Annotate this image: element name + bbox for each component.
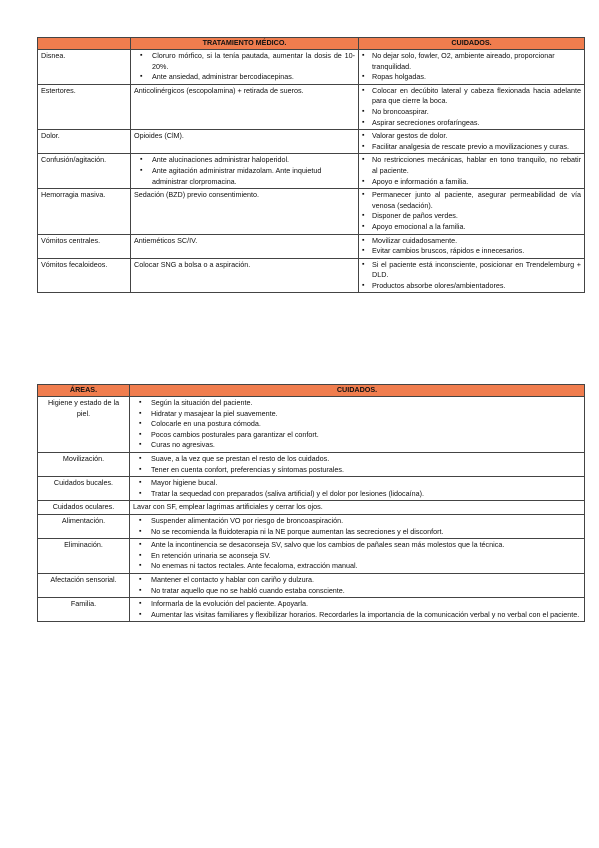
area-cell: Cuidados bucales. <box>38 477 130 501</box>
care-cell <box>130 514 585 538</box>
list-item: ▪ Pocos cambios posturales para garantizar el confort. <box>133 430 581 441</box>
table-row <box>38 501 585 515</box>
symptom-cell: Vómitos fecaloideos. <box>38 258 131 293</box>
care-cell <box>130 397 585 453</box>
care-cell <box>130 539 585 574</box>
list-item: ▪ Facilitar analgesia de rescate previo a movilizaciones y curas. <box>362 142 581 153</box>
list-item: ▪ Colocar en decúbito lateral y cabeza flexionada hacia adelante para que cierre la boca. <box>362 86 581 107</box>
area-cell: Cuidados oculares. <box>38 501 130 515</box>
table-row <box>38 539 585 574</box>
list-item: ▪ No enemas ni tactos rectales. Ante fecaloma, extracción manual. <box>133 561 581 572</box>
care-cell <box>359 130 585 154</box>
care-areas-table <box>37 384 585 622</box>
list-item: ▪ Mantener el contacto y hablar con cariño y dulzura. <box>133 575 581 586</box>
table-row <box>38 477 585 501</box>
area-cell: Higiene y estado de la piel. <box>38 397 130 453</box>
list-item: ▪ No dejar solo, fowler, O2, ambiente aireado, proporcionar tranquilidad. <box>362 51 581 72</box>
list-item: ▪ No restricciones mecánicas, hablar en tono tranquilo, no rebatir al paciente. <box>362 155 581 176</box>
list-item: ▪ Apoyo e información a familia. <box>362 177 581 188</box>
list-item: ▪ Tratar la sequedad con preparados (saliva artificial) y el dolor por lesiones (lidocaína). <box>133 489 581 500</box>
table-row <box>38 84 585 129</box>
care-cell <box>130 452 585 476</box>
list-item: ▪ Ante la incontinencia se desaconseja SV, salvo que los cambios de pañales sean más molestos que la técnica. <box>133 540 581 551</box>
care-cell <box>359 84 585 129</box>
symptom-cell: Vómitos centrales. <box>38 234 131 258</box>
list-item: ▪ Ante agitación administrar midazolam. Ante inquietud administrar clorpromacina. <box>134 166 355 187</box>
area-cell: Movilización. <box>38 452 130 476</box>
list-item: ▪ No broncoaspirar. <box>362 107 581 118</box>
list-item: ▪ Ante alucinaciones administrar haloperidol. <box>134 155 355 166</box>
list-item: ▪ Suave, a la vez que se prestan el resto de los cuidados. <box>133 454 581 465</box>
table-row <box>38 258 585 293</box>
treatment-cell: Antieméticos SC/IV. <box>131 234 359 258</box>
header-row <box>38 38 585 50</box>
care-cell <box>130 598 585 622</box>
list-item: ▪ Evitar cambios bruscos, rápidos e innecesarios. <box>362 246 581 257</box>
care-cell <box>359 50 585 85</box>
symptom-cell: Hemorragia masiva. <box>38 189 131 234</box>
list-item: ▪ Hidratar y masajear la piel suavemente. <box>133 409 581 420</box>
table-row <box>38 130 585 154</box>
list-item: ▪ Aumentar las visitas familiares y flexibilizar horarios. Recordarles la importancia de la comunicación verbal y no verbal con el paciente. <box>133 610 581 621</box>
list-item: ▪ Mayor higiene bucal. <box>133 478 581 489</box>
table-row <box>38 154 585 189</box>
list-item: ▪ Permanecer junto al paciente, asegurar permeabilidad de vía venosa (sedación). <box>362 190 581 211</box>
list-item: ▪ Cloruro mórfico, si la tenía pautada, aumentar la dosis de 10-20%. <box>134 51 355 72</box>
care-cell <box>359 189 585 234</box>
care-cell <box>359 154 585 189</box>
area-cell: Afectación sensorial. <box>38 573 130 597</box>
care-cell <box>359 234 585 258</box>
table-row <box>38 189 585 234</box>
table-row <box>38 50 585 85</box>
symptom-treatment-table <box>37 37 585 293</box>
list-item: ▪ Curas no agresivas. <box>133 440 581 451</box>
table-row <box>38 598 585 622</box>
treatment-cell: Sedación (BZD) previo consentimiento. <box>131 189 359 234</box>
treatment-cell: Anticolinérgicos (escopolamina) + retirada de sueros. <box>131 84 359 129</box>
care-cell: Lavar con SF, emplear lagrimas artificiales y cerrar los ojos. <box>130 501 585 515</box>
list-item: ▪ Apoyo emocional a la familia. <box>362 222 581 233</box>
list-item: ▪ Ante ansiedad, administrar bercodiacepinas. <box>134 72 355 83</box>
symptom-cell: Dolor. <box>38 130 131 154</box>
treatment-cell <box>131 50 359 85</box>
area-cell: Familia. <box>38 598 130 622</box>
header-row <box>38 385 585 397</box>
list-item: ▪ Ropas holgadas. <box>362 72 581 83</box>
table-row <box>38 452 585 476</box>
care-cell <box>130 573 585 597</box>
symptom-cell: Disnea. <box>38 50 131 85</box>
header-symptom <box>38 38 131 50</box>
list-item: ▪ Productos absorbe olores/ambientadores. <box>362 281 581 292</box>
list-item: ▪ Tener en cuenta confort, preferencias y síntomas posturales. <box>133 465 581 476</box>
list-item: ▪ Aspirar secreciones orofaríngeas. <box>362 118 581 129</box>
table-row <box>38 573 585 597</box>
list-item: ▪ Colocarle en una postura cómoda. <box>133 419 581 430</box>
care-cell <box>359 258 585 293</box>
header-care: CUIDADOS. <box>359 38 585 50</box>
list-item: ▪ Suspender alimentación VO por riesgo de broncoaspiración. <box>133 516 581 527</box>
list-item: ▪ Valorar gestos de dolor. <box>362 131 581 142</box>
header-treatment: TRATAMIENTO MÉDICO. <box>131 38 359 50</box>
header-area: ÁREAS. <box>38 385 130 397</box>
list-item: ▪ En retención urinaria se aconseja SV. <box>133 551 581 562</box>
table-row <box>38 397 585 453</box>
table-row <box>38 234 585 258</box>
area-cell: Eliminación. <box>38 539 130 574</box>
area-cell: Alimentación. <box>38 514 130 538</box>
table-row <box>38 514 585 538</box>
list-item: ▪ Movilizar cuidadosamente. <box>362 236 581 247</box>
list-item: ▪ No tratar aquello que no se habló cuando estaba consciente. <box>133 586 581 597</box>
list-item: ▪ No se recomienda la fluidoterapia ni la NE porque aumentan las secreciones y el disconfort. <box>133 527 581 538</box>
list-item: ▪ Si el paciente está inconsciente, posicionar en Trendelemburg + DLD. <box>362 260 581 281</box>
list-item: ▪ Disponer de paños verdes. <box>362 211 581 222</box>
treatment-cell: Opioides (ClM). <box>131 130 359 154</box>
list-item: ▪ Según la situación del paciente. <box>133 398 581 409</box>
symptom-cell: Estertores. <box>38 84 131 129</box>
treatment-cell: Colocar SNG a bolsa o a aspiración. <box>131 258 359 293</box>
symptom-cell: Confusión/agitación. <box>38 154 131 189</box>
list-item: ▪ Informarla de la evolución del paciente. Apoyarla. <box>133 599 581 610</box>
treatment-cell <box>131 154 359 189</box>
header-care: CUIDADOS. <box>130 385 585 397</box>
care-cell <box>130 477 585 501</box>
